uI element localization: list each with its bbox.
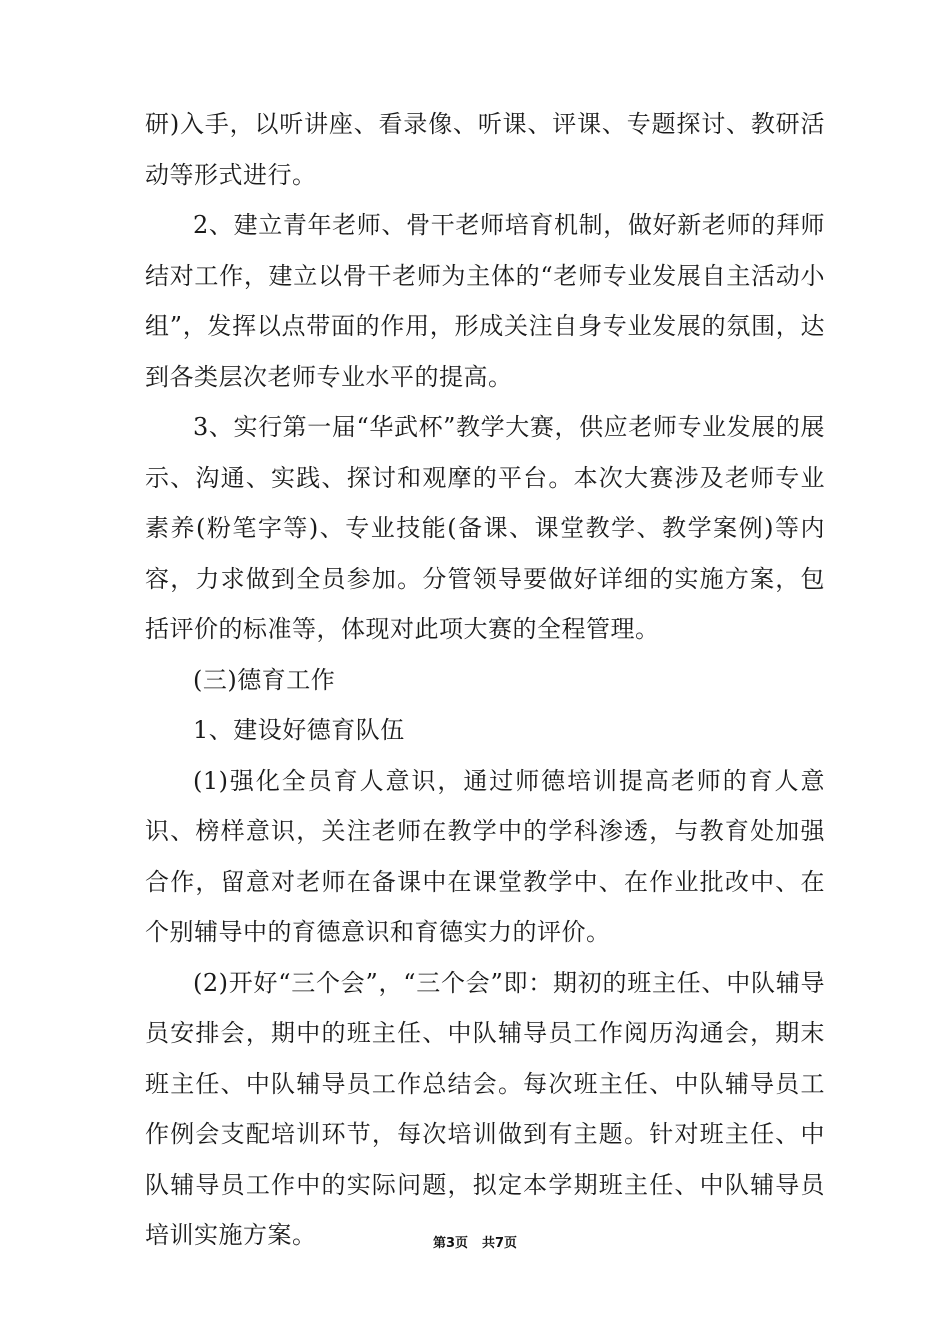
page-total: 共7页 — [482, 1236, 518, 1251]
subheading-team-building: 1、建设好德育队伍 — [193, 716, 405, 744]
page-number: 第3页 — [432, 1236, 468, 1251]
paragraph-item-2: (2)开好“三个会”，“三个会”即：期初的班主任、中队辅导员安排会，期中的班主任、中队辅导员工作阅历沟通会，期末班主任、中队辅导员工作总结会。每次班主任、中队辅导员工作例会支配培训环节，每次培训做到有主题。针对班主任、中队辅导员工作中的实际问题，拟定本学期班主任、中队辅导员培训实施方案。 — [145, 968, 825, 1249]
paragraph-1: 研)入手，以听讲座、看录像、听课、评课、专题探讨、教研活动等形式进行。 — [145, 110, 825, 189]
section-heading-moral-education: (三)德育工作 — [193, 665, 336, 694]
page-footer — [0, 1232, 950, 1251]
paragraph-item-1: (1)强化全员育人意识，通过师德培训提高老师的育人意识、榜样意识，关注老师在教学中的学科渗透，与教育处加强合作，留意对老师在备课中在课堂教学中、在作业批改中、在个别辅导中的育德意识和育德实力的评价。 — [145, 766, 825, 946]
paragraph-3: 3、实行第一届“华武杯”教学大赛，供应老师专业发展的展示、沟通、实践、探讨和观摩的平台。本次大赛涉及老师专业素养(粉笔字等)、专业技能(备课、课堂教学、教学案例)等内容，力求做到全员参加。分管领导要做好详细的实施方案，包括评价的标准等，体现对此项大赛的全程管理。 — [145, 413, 825, 643]
paragraph-2: 2、建立青年老师、骨干老师培育机制，做好新老师的拜师结对工作，建立以骨干老师为主体的“老师专业发展自主活动小组”，发挥以点带面的作用，形成关注自身专业发展的氛围，达到各类层次老师专业水平的提高。 — [145, 211, 825, 391]
document-body — [145, 99, 825, 1261]
